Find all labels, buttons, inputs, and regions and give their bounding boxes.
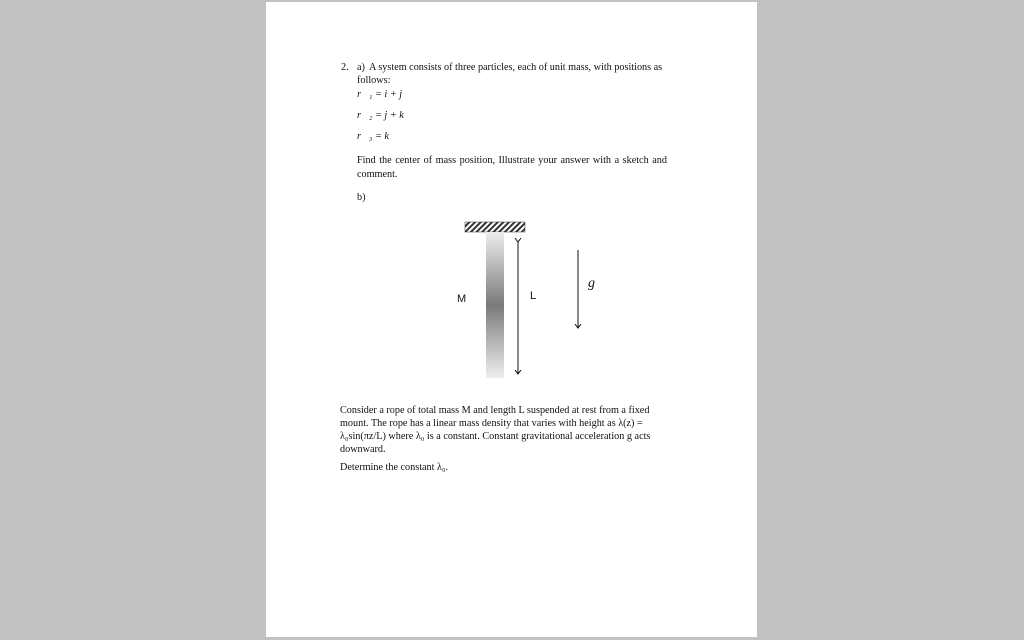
part-b-text: Consider a rope of total mass M and length L suspended at rest from a fixed <box>340 405 650 416</box>
gravity-label: g⃗ <box>588 276 606 291</box>
part-b-label: b) <box>357 192 366 203</box>
part-a-text-2: follows: <box>357 75 391 86</box>
position-r3: r⃗₃ = k <box>357 131 389 142</box>
find-text-2: comment. <box>357 169 398 180</box>
rope <box>486 232 504 378</box>
part-a-label: a) <box>357 62 365 73</box>
mass-label: M <box>457 293 467 305</box>
find-text: Find the center of mass position, Illustrate your answer with a sketch and <box>357 155 667 166</box>
part-a-text: A system consists of three particles, each of unit mass, with positions as <box>369 62 663 73</box>
fixed-mount <box>465 222 525 232</box>
position-r1: r⃗₁ = i + j <box>357 89 403 100</box>
part-b-text-2: mount. The rope has a linear mass density that varies with height as λ(z) = <box>340 418 643 429</box>
part-b-text-4: downward. <box>340 444 386 455</box>
length-label: L <box>530 290 537 302</box>
part-b-question: Determine the constant λ₀. <box>340 462 449 473</box>
position-r2: r⃗₂ = j + k <box>357 110 404 121</box>
problem-number: 2. <box>341 62 349 73</box>
part-b-text-3: λ₀sin(πz/L) where λ₀ is a constant. Constant gravitational acceleration g acts <box>340 431 651 442</box>
